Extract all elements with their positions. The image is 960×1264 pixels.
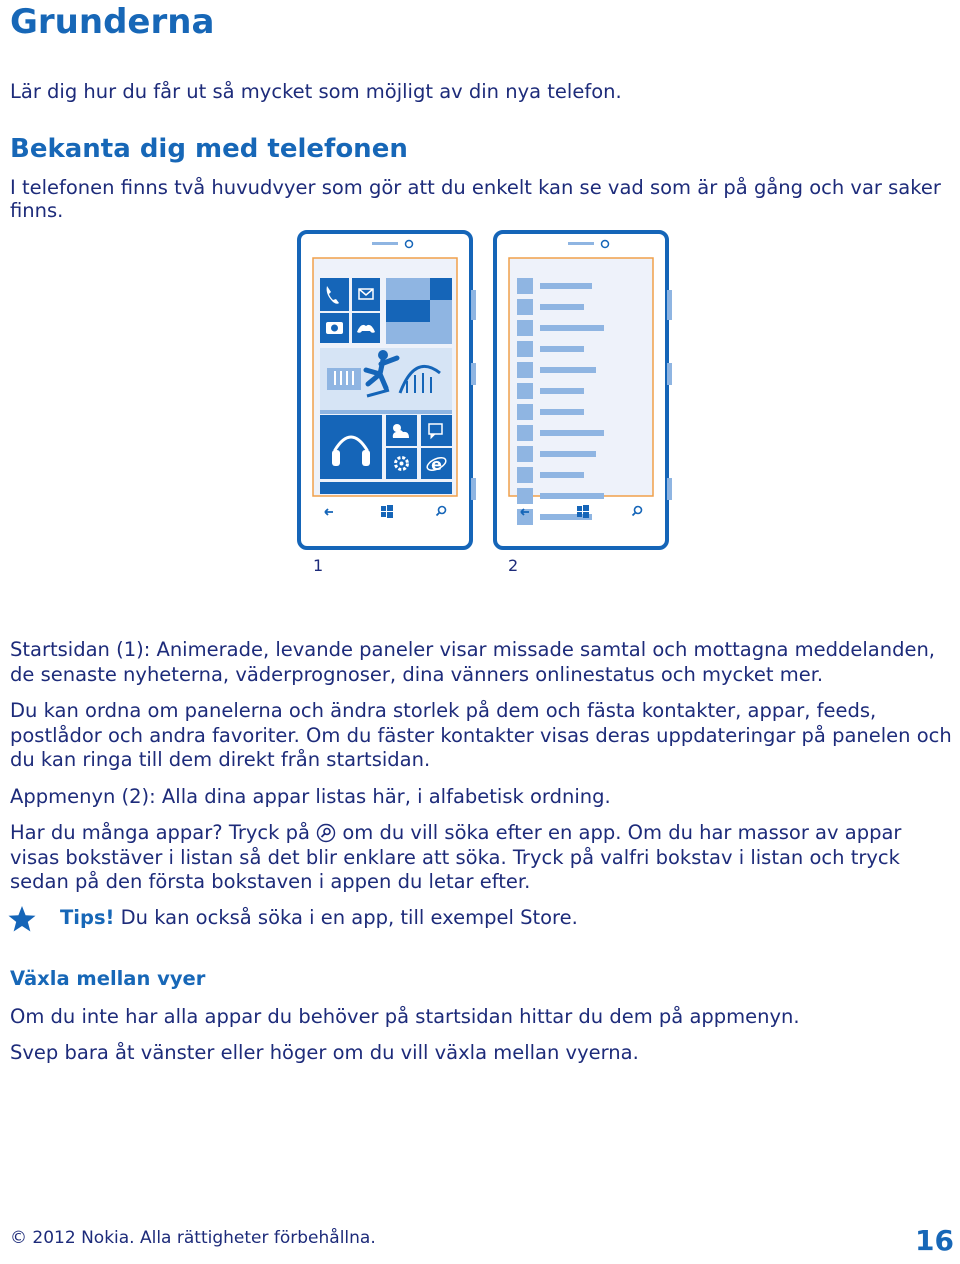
footer-copyright: © 2012 Nokia. Alla rättigheter förbehållna. [10, 1228, 376, 1248]
app-list-label [540, 346, 584, 352]
app-list-icon [517, 299, 533, 315]
app-list-icon [517, 362, 533, 378]
tip-label: Tips! [60, 906, 115, 929]
paragraph-switch-1: Om du inte har alla appar du behöver på startsidan hittar du dem på appmenyn. [10, 1005, 800, 1028]
app-list-label [540, 409, 584, 415]
phone-icon [320, 278, 349, 311]
app-list-icon [517, 488, 533, 504]
app-list-icon [517, 425, 533, 441]
phone-start-screen [299, 232, 476, 548]
app-list-label [540, 472, 584, 478]
tip [60, 906, 940, 931]
app-list-icon [517, 341, 533, 357]
app-list-icon [517, 404, 533, 420]
paragraph-many-apps-rest: om du vill söka efter en app. Om du har massor av appar visas bokstäver i listan så det blir enklare att söka. Tryck på valfri bokstav i listan och tryck sedan på den första bokstaven i appen du letar efter. [10, 821, 902, 893]
tip-text: Du kan också söka i en app, till exempel Store. [120, 906, 578, 929]
paragraph-switch-2: Svep bara åt vänster eller höger om du vill växla mellan vyerna. [10, 1041, 639, 1064]
svg-text:e: e [431, 455, 442, 474]
phones-figure [295, 228, 675, 578]
section-lead: I telefonen finns två huvudvyer som gör att du enkelt kan se vad som är på gång och var saker finns. [10, 176, 941, 222]
phone-app-list [495, 232, 672, 548]
page-title: Grunderna [10, 2, 215, 42]
figure-label-1: 1 [313, 556, 324, 575]
page-number: 16 [915, 1224, 954, 1257]
paragraph-app-menu: Appmenyn (2): Alla dina appar listas här, i alfabetisk ordning. [10, 785, 611, 808]
app-list-label [540, 325, 604, 331]
paragraph-many-apps-start: Har du många appar? Tryck på [10, 821, 310, 844]
app-list-label [540, 283, 592, 289]
app-list-icon [517, 446, 533, 462]
section-title-switch-views: Växla mellan vyer [10, 967, 206, 990]
app-list-label [540, 451, 596, 457]
app-list-label [540, 304, 584, 310]
search-icon [316, 823, 336, 843]
intro-text: Lär dig hur du får ut så mycket som möjligt av din nya telefon. [10, 80, 622, 103]
paragraph-start-screen: Startsidan (1): Animerade, levande paneler visar missade samtal och mottagna meddelanden, de senaste nyheterna, väderprognoser, dina vänners onlinestatus och mycket mer. [10, 638, 936, 686]
figure-label-2: 2 [508, 556, 519, 575]
app-list-icon [517, 320, 533, 336]
app-list-label [540, 430, 604, 436]
paragraph-many-apps [10, 821, 955, 895]
app-list-icon [517, 467, 533, 483]
section-title-get-to-know: Bekanta dig med telefonen [10, 134, 408, 164]
weather-icon [386, 415, 417, 446]
app-list-icon [517, 383, 533, 399]
app-list-label [540, 388, 584, 394]
star-icon [8, 905, 36, 933]
app-list-icon [517, 278, 533, 294]
app-list-label [540, 367, 596, 373]
app-list-label [540, 493, 604, 499]
music-icon [320, 415, 382, 479]
messaging-icon [421, 415, 452, 446]
paragraph-arrange-tiles: Du kan ordna om panelerna och ändra storlek på dem och fästa kontakter, appar, feeds, postlådor och andra favoriter. Om du fäster kontakter visas deras uppdateringar på panelen och du kan ringa till dem direkt från startsidan. [10, 699, 952, 771]
